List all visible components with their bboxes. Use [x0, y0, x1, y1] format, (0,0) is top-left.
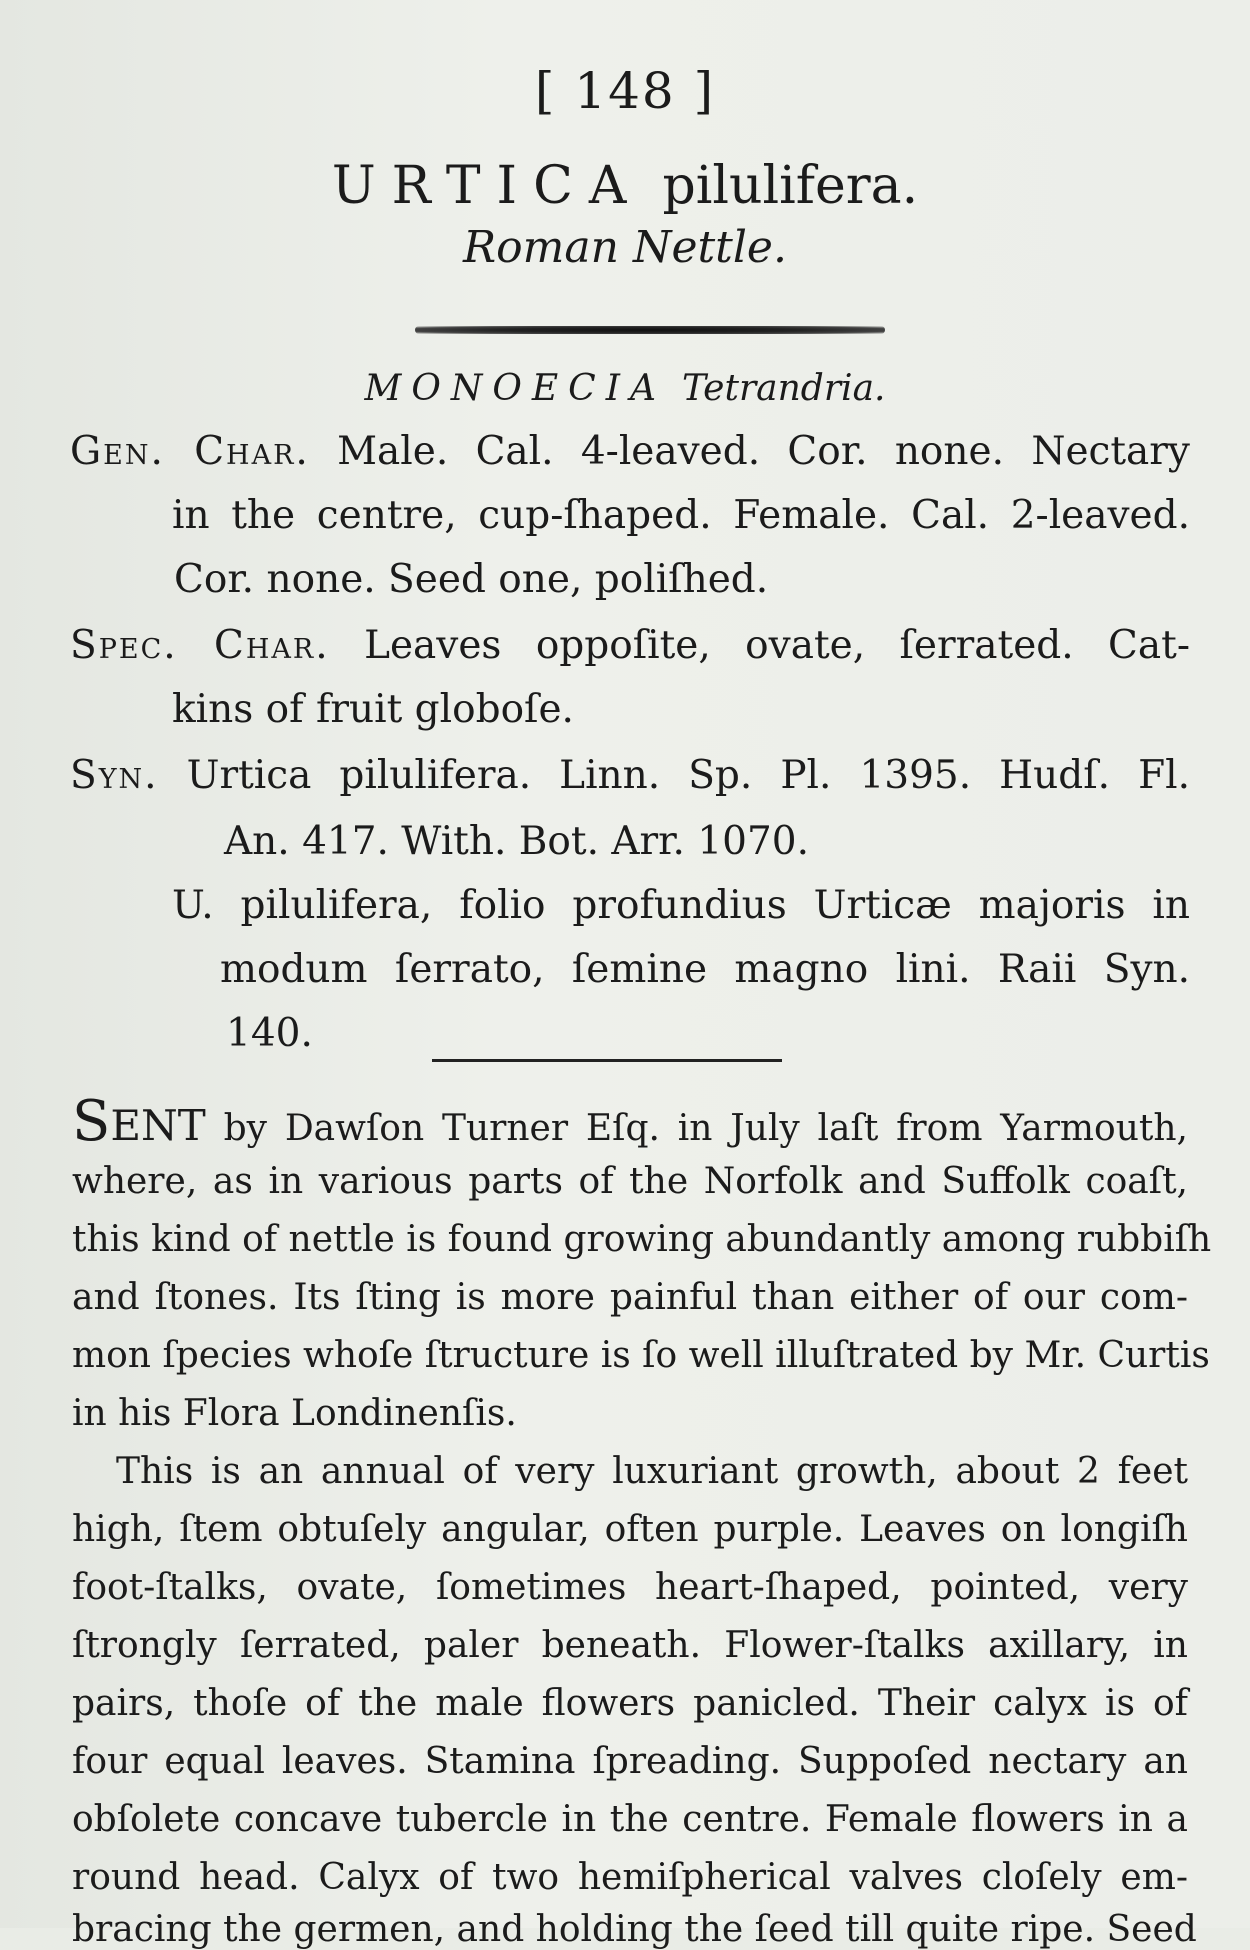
syn-line-2: An. 417. With. Bot. Arr. 1070.: [224, 819, 809, 864]
first-word-rest: ENT: [110, 1101, 206, 1150]
spec-char-text-1: Leaves oppoſite, ovate, ſerrated. Cat-: [364, 623, 1190, 668]
order-name: Tetrandria.: [681, 368, 886, 409]
ornamental-rule: [415, 326, 885, 334]
body-p2-line-3: foot-ſtalks, ovate, ſometimes heart-ſhaped, pointed, very: [72, 1567, 1188, 1608]
drop-cap: S: [72, 1089, 111, 1154]
syn-line-3: U. pilulifera, folio profundius Urticæ majoris in: [172, 883, 1190, 928]
body-p2-line-5: pairs, thoſe of the male flowers panicled. Their calyx is of: [72, 1683, 1188, 1724]
syn-line-4: modum ſerrato, ſemine magno lini. Raii Syn.: [220, 947, 1190, 992]
body-p2-line-8: round head. Calyx of two hemiſpherical valves cloſely em-: [72, 1857, 1188, 1898]
classification-line: [0, 368, 1250, 409]
spec-char-line-1: [70, 623, 1190, 668]
spec-char-line-2: kins of fruit globoſe.: [172, 687, 574, 732]
syn-line-1: [70, 753, 1190, 798]
body-p2-line-7: obſolete concave tubercle in the centre. Female flowers in a: [72, 1799, 1188, 1840]
common-name: Roman Nettle.: [463, 222, 787, 273]
gen-char-text-1: Male. Cal. 4-leaved. Cor. none. Nectary: [337, 429, 1190, 474]
body-p2-line-4: ſtrongly ſerrated, paler beneath. Flower-ſtalks axillary, in: [72, 1625, 1188, 1666]
syn-line-5: 140.: [226, 1011, 313, 1056]
body-p1-line-5: mon ſpecies whoſe ſtructure is ſo well illuſtrated by Mr. Curtis: [72, 1335, 1210, 1376]
body-p1-line-1: [72, 1089, 1188, 1154]
body-p1-text-1: by Dawſon Turner Eſq. in July laſt from Yarmouth,: [223, 1108, 1188, 1149]
genus-name: URTICA: [331, 156, 643, 216]
species-name: pilulifera.: [662, 156, 919, 216]
body-p1-line-2: where, as in various parts of the Norfolk and Suffolk coaſt,: [72, 1161, 1188, 1202]
body-p1-line-6: in his Flora Londinenſis.: [72, 1393, 517, 1434]
body-p2-line-9: bracing the germen, and holding the ſeed till quite ripe. Seed: [72, 1909, 1197, 1950]
syn-label: Syn.: [70, 753, 159, 798]
gen-char-line-1: [70, 429, 1190, 474]
body-p1-line-4: and ſtones. Its ſting is more painful than either of our com-: [72, 1277, 1188, 1318]
section-divider: [432, 1059, 782, 1062]
syn-text-1: Urtica pilulifera. Linn. Sp. Pl. 1395. Hudſ. Fl.: [186, 753, 1190, 798]
body-p2-line-6: four equal leaves. Stamina ſpreading. Suppoſed nectary an: [72, 1741, 1188, 1782]
page-title: [0, 156, 1250, 216]
spec-char-label: Spec. Char.: [70, 623, 330, 668]
page-number: [ 148 ]: [534, 62, 716, 120]
body-p2-line-1: This is an annual of very luxuriant growth, about 2 feet: [116, 1451, 1188, 1492]
gen-char-line-3: Cor. none. Seed one, poliſhed.: [174, 557, 769, 602]
class-name: MONOECIA: [364, 368, 666, 409]
body-p1-line-3: this kind of nettle is found growing abundantly among rubbiſh: [72, 1219, 1212, 1260]
gen-char-line-2: in the centre, cup-ſhaped. Female. Cal. 2-leaved.: [172, 493, 1190, 538]
gen-char-label: Gen. Char.: [70, 429, 310, 474]
body-p2-line-2: high, ſtem obtuſely angular, often purple. Leaves on longiſh: [72, 1509, 1188, 1550]
